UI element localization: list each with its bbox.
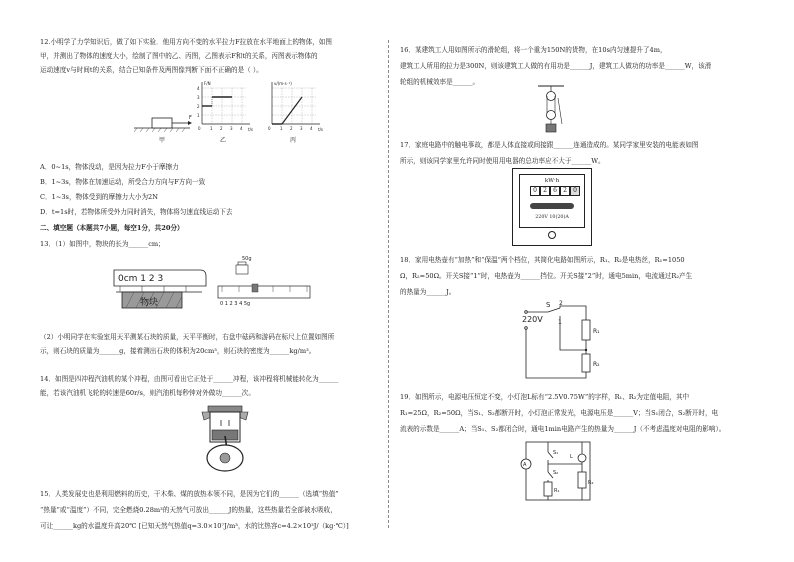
label-A: A xyxy=(523,462,527,468)
label-R2: R₂ xyxy=(593,361,600,368)
q12-line3: 运动速度v与时间t的关系，结合已知条件及两图像判断下面不正确的是（ ）。 xyxy=(40,66,263,74)
q19-line2: R₁=25Ω，R₂=50Ω，当S₁、S₂都断开时，小灯泡正常发光，电源电压是______V；当S₁闭合，S₂断开时，电 xyxy=(400,409,719,417)
label-one: 1 xyxy=(558,319,562,326)
meter-digit: 0 xyxy=(570,186,580,196)
engine-cylinder-figure xyxy=(190,402,260,474)
balance-weight-and-scale xyxy=(218,256,310,307)
svg-text:1: 1 xyxy=(197,113,200,118)
q13-line1: 13．（1）如图中，物块的长为______cm； xyxy=(40,240,165,248)
meter-digit: 0 xyxy=(530,186,540,196)
q15-line3: 可让______kg的水温度升高20℃ [已知天然气热值q=3.0×10⁷J/m³，水的比热容c=4.2×10³J/（kg·℃）] xyxy=(40,522,349,530)
q15-line2: “热量”或“温度”）不同，完全燃烧0.28m³的天然气可放出______J的热量，这些热量若全部被水吸收， xyxy=(40,506,337,514)
svg-text:0: 0 xyxy=(268,126,271,131)
q17-line1: 17．家庭电路中的触电事故，都是人体直接或间接跟______连通造成的。某同学家里安装的电能表如图 xyxy=(400,141,699,149)
svg-text:3: 3 xyxy=(230,126,233,131)
figure-yi-graph xyxy=(197,81,253,132)
meter-digits xyxy=(530,186,580,196)
svg-text:0: 0 xyxy=(198,126,201,131)
meter-digit: 2 xyxy=(540,186,550,196)
ruler-with-block xyxy=(114,270,206,308)
block-label: 物块 xyxy=(140,298,159,308)
svg-text:2: 2 xyxy=(197,104,200,109)
label-R1: R₁ xyxy=(554,488,560,494)
label-jia: 甲 xyxy=(159,137,166,144)
q18-line1: 18．家用电热壶有“加热”和“保温”两个档位，其简化电路如图所示，R₁、R₂是电热丝，R₁=1050 xyxy=(400,256,685,264)
q12-option-b: B．1~3s，物体在加速运动，所受合力方向与F方向一致 xyxy=(40,178,206,186)
q16-line1: 16．某建筑工人用如图所示的滑轮组，将一个重为150N的货物，在10s内匀速提升了4m， xyxy=(400,46,667,54)
q13-figure xyxy=(112,252,332,332)
q14-line1: 14．如图是四冲程汽油机的某个冲程，由图可看出它正处于______冲程，该冲程将机械能转化为______ xyxy=(40,375,339,383)
yi-axis-label: F/N xyxy=(204,81,211,86)
q12-option-a: A．0~1s，物体没动，是因为拉力F小于摩擦力 xyxy=(40,163,179,171)
figure-jia-block xyxy=(134,115,192,132)
label-S: S xyxy=(546,301,551,309)
q19-line3: 流表的示数是______A；当S₁、S₂都闭合时，通电1min电路产生的热量为______J（不考虑温度对电阻的影响）。 xyxy=(400,425,726,433)
section2-heading: 二、填空题（本题共7小题，每空1分，共20分） xyxy=(40,224,184,232)
column-divider xyxy=(388,40,389,528)
q12-option-c: C．1~3s，物体受到的摩擦力大小为2N xyxy=(40,193,159,201)
meter-unit: kW·h xyxy=(544,178,560,184)
label-yi: 乙 xyxy=(220,137,227,144)
label-two: 2 xyxy=(559,300,563,307)
meter-digit: 6 xyxy=(550,186,560,196)
kettle-circuit-figure xyxy=(518,300,608,380)
meter-spec: 220V 10(20)A xyxy=(535,215,569,220)
pulley-system-figure xyxy=(536,84,566,136)
meter-disc xyxy=(530,203,574,209)
q18-line2: Ω，R₂=50Ω。开关S接“1”时，电热壶为______挡位。开关S接“2”时，通电5min，电流通过R₂产生 xyxy=(400,272,693,280)
meter-screw-icon xyxy=(548,231,556,239)
weight-label: 50g xyxy=(242,256,252,262)
label-R2: R₂ xyxy=(588,480,594,486)
label-S2: S₂ xyxy=(553,470,559,476)
meter-digit: 2 xyxy=(560,186,570,196)
q13-line3: 示，则石块的质量为______g，接着测出石块的体积为20cm³，则石块的密度为______kg/m³。 xyxy=(40,347,316,355)
electric-meter xyxy=(512,168,592,246)
yi-t-label: t/s xyxy=(248,127,253,132)
q17-line2: 所示，则该同学家里允许同时使用用电器的总功率应不大于______W。 xyxy=(400,157,605,165)
ruler-text: 0cm 1 2 3 xyxy=(118,274,164,284)
label-bing: 丙 xyxy=(290,137,297,144)
q15-line1: 15．人类发展史也是利用燃料的历史，干木柴、煤的放热本领不同，是因为它们的______（选填“热值” xyxy=(40,490,339,498)
balance-scale-text: 0 1 2 3 4 5g xyxy=(220,301,251,307)
q13-line2: （2）小明同学在实验室用天平测某石块的质量，天平平衡时，右盘中砝码和游码在标尺上位置如图所 xyxy=(40,333,335,341)
svg-text:3: 3 xyxy=(197,95,200,100)
bing-t-label: t/s xyxy=(318,127,323,132)
figure-bing-graph xyxy=(268,81,323,132)
bing-axis-label: v/(m·s⁻¹) xyxy=(274,81,292,86)
q12-line1: 12.小明学了力学知识后，做了如下实验．他用方向不变的水平拉力F拉放在水平地面上的物体，如图 xyxy=(40,38,332,46)
q16-line3: 轮组的机械效率是______。 xyxy=(400,78,480,86)
q12-figure xyxy=(134,80,334,152)
svg-text:2: 2 xyxy=(290,126,293,131)
q14-line2: 能，若该汽油机飞轮的转速是60r/s，则汽油机每秒钟对外做功______次。 xyxy=(40,389,255,397)
svg-text:1: 1 xyxy=(280,126,283,131)
label-R1: R₁ xyxy=(593,328,600,335)
svg-text:4: 4 xyxy=(197,86,200,91)
q16-line2: 建筑工人所用的拉力是300N，则该建筑工人做的有用功是______J，建筑工人做功的功率是______W，该滑 xyxy=(400,62,712,70)
svg-text:1: 1 xyxy=(210,126,213,131)
label-S1: S₁ xyxy=(553,450,559,456)
svg-text:F: F xyxy=(189,115,192,121)
q19-line1: 19．如图所示，电源电压恒定不变，小灯泡L标有“2.5V0.75W”的字样，R₁、R₂为定值电阻，其中 xyxy=(400,393,690,401)
q18-line3: 的热量为______J。 xyxy=(400,288,456,296)
svg-text:4: 4 xyxy=(310,126,313,131)
svg-text:3: 3 xyxy=(300,126,303,131)
svg-text:4: 4 xyxy=(240,126,243,131)
exam-page xyxy=(6,6,786,554)
svg-text:2: 2 xyxy=(220,126,223,131)
lamp-circuit-figure xyxy=(518,438,598,504)
label-L: L xyxy=(570,454,573,460)
q12-option-d: D．t=1s时，若物体所受外力同时消失，物体将匀速直线运动下去 xyxy=(40,208,233,216)
meter-face xyxy=(519,174,585,228)
q12-line2: 甲，并测出了物体的速度大小，绘制了图中的乙、丙图，乙图表示F和t的关系，丙图表示物体的 xyxy=(40,52,318,60)
label-voltage: 220V xyxy=(522,315,543,324)
